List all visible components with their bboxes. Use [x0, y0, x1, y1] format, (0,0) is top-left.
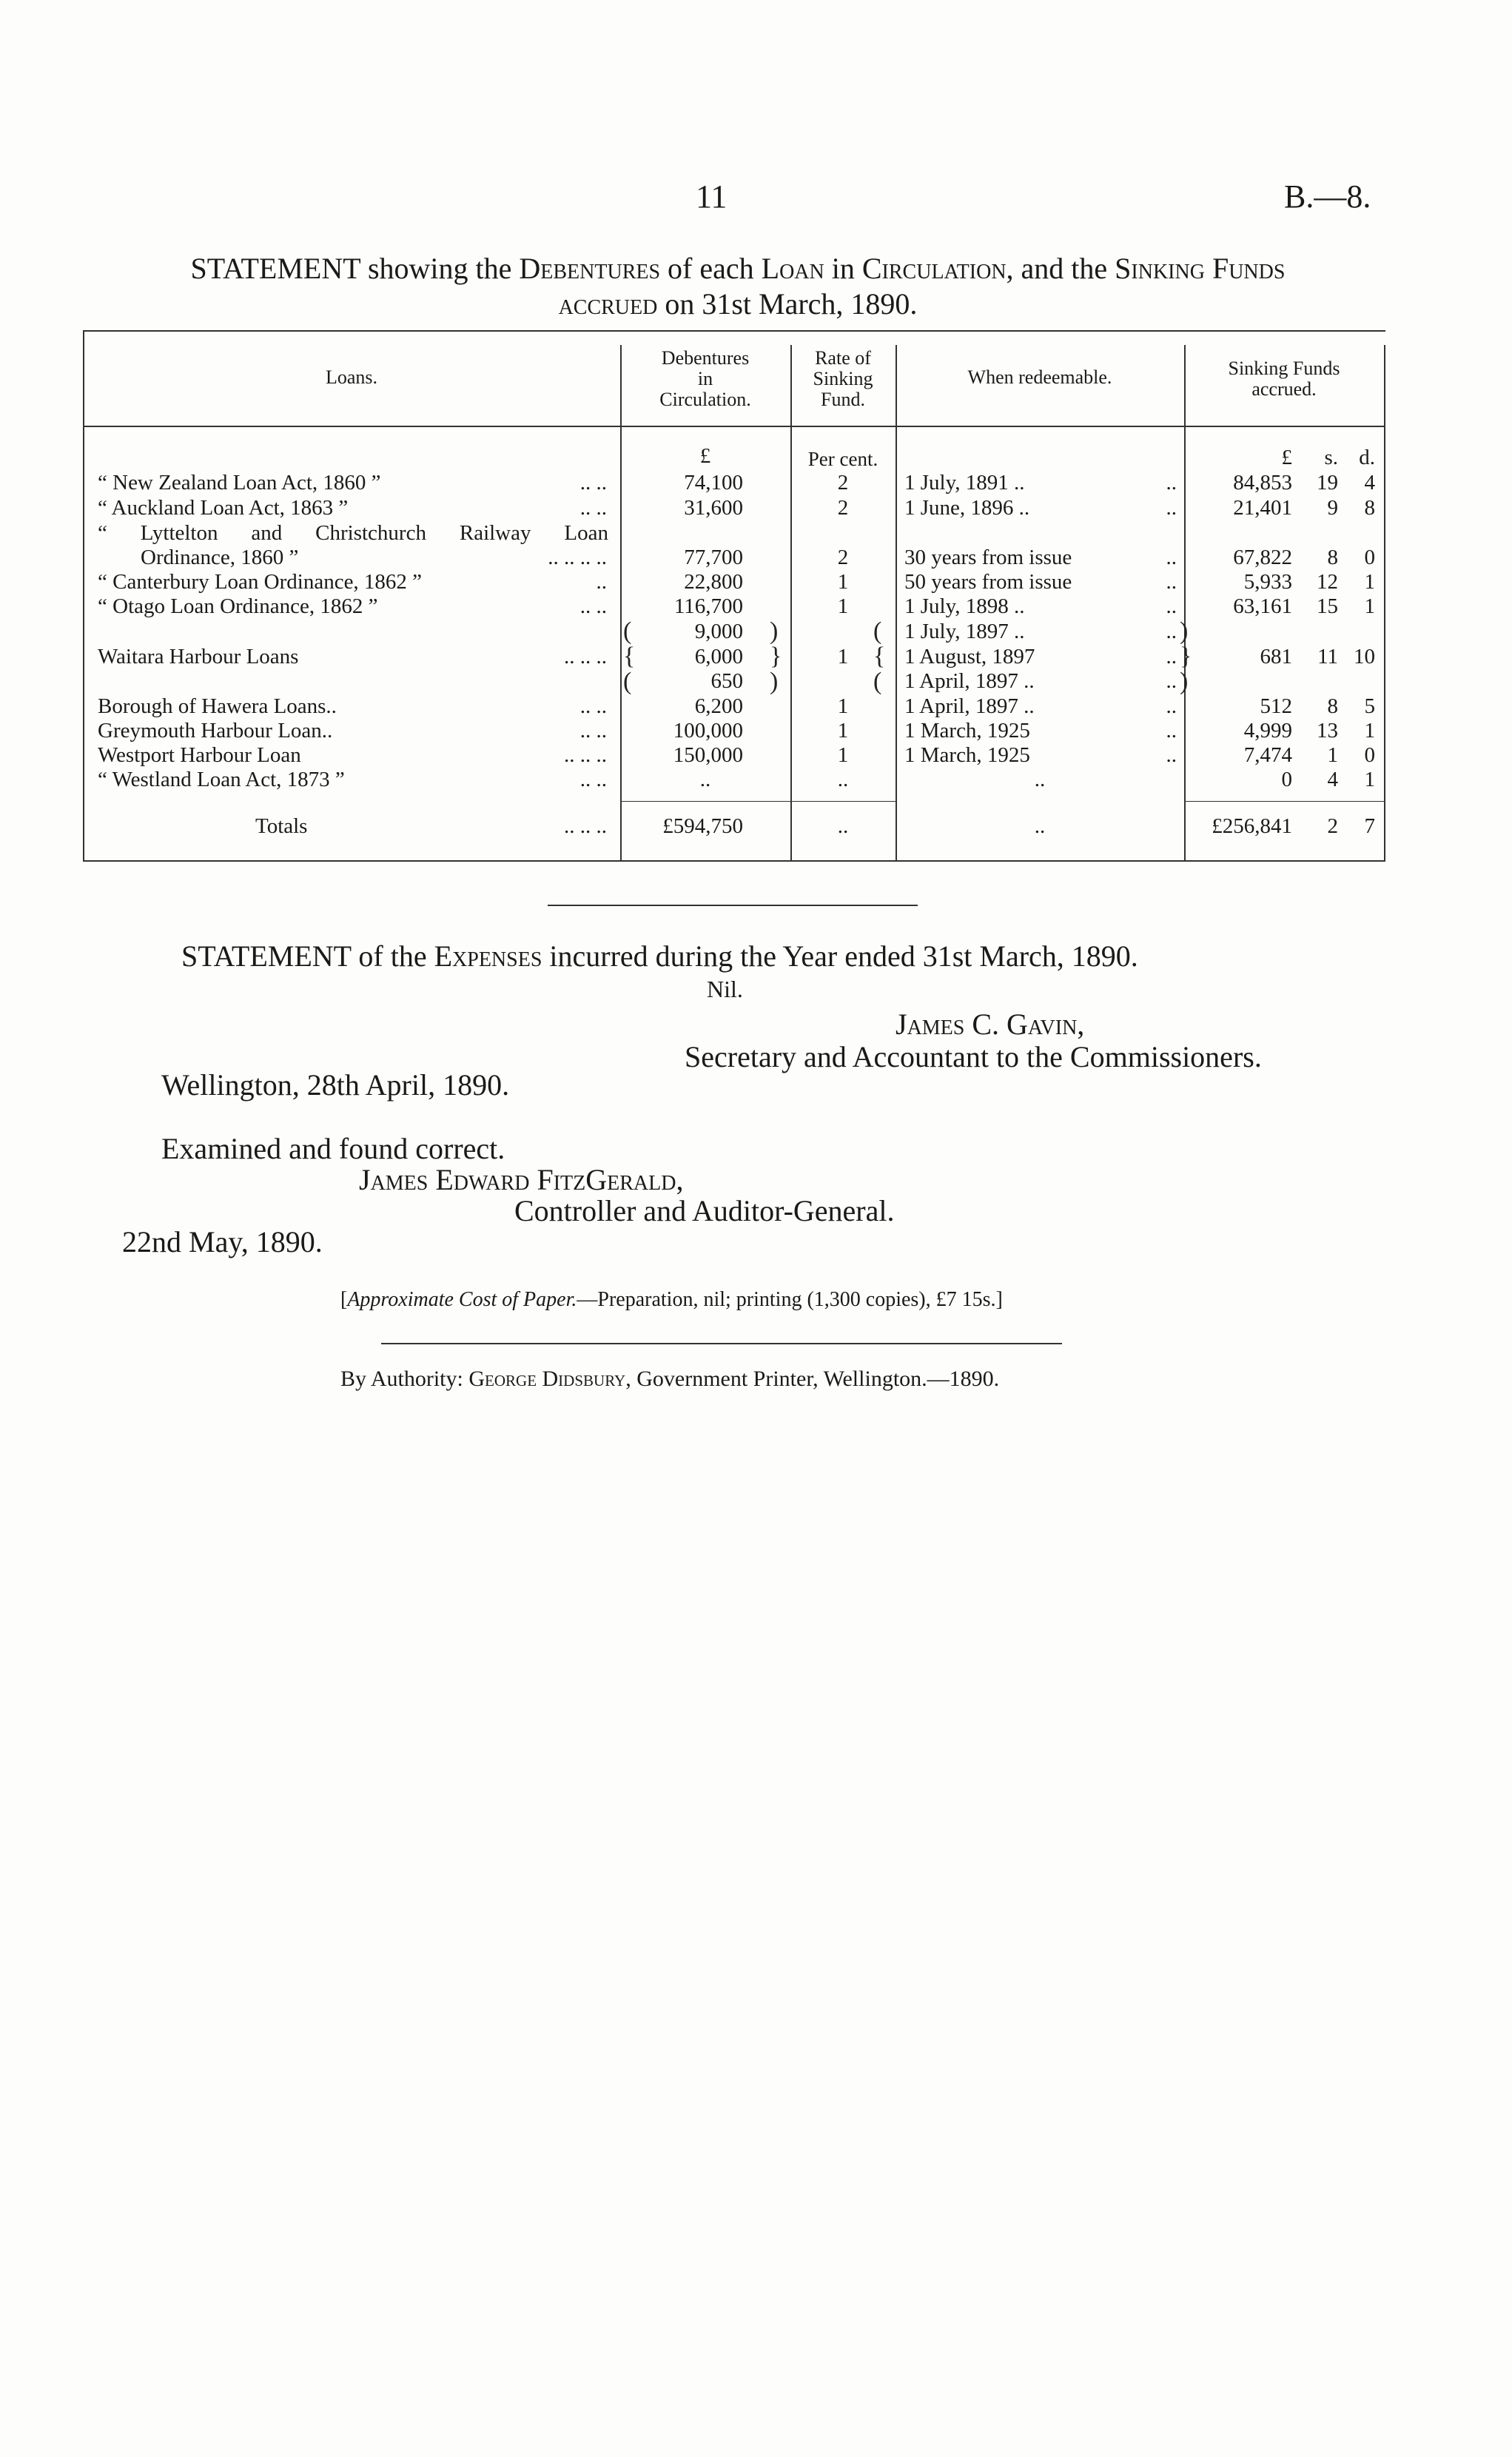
- loan-name: Westport Harbour Loan: [98, 743, 301, 767]
- header-loans: Loans.: [325, 366, 378, 388]
- sinking-pounds: 63,161: [1233, 594, 1292, 618]
- debentures-value: 74,100: [684, 471, 743, 495]
- col-rule-right: [1384, 345, 1385, 860]
- rate-value: 1: [837, 645, 849, 668]
- left-brace-debentures: ( { (: [623, 617, 636, 695]
- sinking-pence: 1: [1364, 719, 1375, 743]
- leader-dots: .. .. .. ..: [548, 546, 607, 569]
- col-rule-4: [1184, 345, 1186, 860]
- leader-dots: ..: [1166, 743, 1177, 767]
- leader-dots: ..: [1166, 546, 1177, 569]
- unit-pounds: £: [1281, 446, 1292, 469]
- loan-name: “ Otago Loan Ordinance, 1862 ”: [98, 594, 378, 618]
- sinking-shillings: 19: [1317, 471, 1338, 495]
- loan-name: “ New Zealand Loan Act, 1860 ”: [98, 471, 381, 495]
- sinking-shillings: 8: [1327, 546, 1338, 569]
- unit-pence: d.: [1359, 446, 1375, 469]
- leader-dots: .. .. ..: [564, 814, 607, 838]
- sinking-pence: 1: [1364, 768, 1375, 791]
- sinking-pounds: 67,822: [1233, 546, 1292, 569]
- when-value: 1 April, 1897 ..: [904, 694, 1035, 718]
- sinking-pounds: 21,401: [1233, 496, 1292, 520]
- col-rule-left: [83, 330, 84, 860]
- document-reference: B.—8.: [1284, 178, 1371, 215]
- page-number: 11: [696, 178, 728, 215]
- when-value: 1 March, 1925: [904, 743, 1030, 767]
- sinking-shillings: 4: [1327, 768, 1338, 791]
- when-value: ..: [1034, 768, 1046, 791]
- totals-label: Totals: [255, 814, 308, 838]
- auditor-title: Controller and Auditor-General.: [514, 1194, 895, 1227]
- sinking-pence: 1: [1364, 594, 1375, 618]
- sinking-pence: 8: [1364, 496, 1375, 520]
- sinking-total-pounds: £256,841: [1212, 814, 1292, 838]
- sinking-shillings: 13: [1317, 719, 1338, 743]
- debentures-value: 6,200: [694, 694, 743, 718]
- rate-total-rule: [790, 801, 896, 802]
- deb-total-rule: [620, 801, 790, 802]
- leader-dots: .. .. ..: [564, 743, 607, 767]
- when-value: 1 April, 1897 ..: [904, 669, 1035, 693]
- statement-title-line1: STATEMENT showing the Debentures of each Loan in Circulation, and the Sinking Funds: [190, 252, 1286, 285]
- rate-value: 1: [837, 719, 849, 743]
- rate-total: ..: [837, 814, 849, 838]
- debentures-value: 31,600: [684, 496, 743, 520]
- leader-dots: ..: [1166, 620, 1177, 643]
- debentures-value: 650: [710, 669, 743, 693]
- leader-dots: .. ..: [579, 594, 607, 618]
- leader-dots: .. .. ..: [564, 645, 607, 668]
- loan-name: “ Westland Loan Act, 1873 ”: [98, 768, 345, 791]
- sinking-shillings: 15: [1317, 594, 1338, 618]
- header-when: When redeemable.: [967, 366, 1112, 388]
- header-sinking: Sinking Funds accrued.: [1228, 358, 1340, 400]
- rate-value: 2: [837, 471, 849, 495]
- loan-name: Greymouth Harbour Loan..: [98, 719, 333, 743]
- leader-dots: ..: [1166, 496, 1177, 520]
- unit-debentures: £: [699, 444, 711, 468]
- header-rate: Rate of Sinking Fund.: [813, 347, 873, 410]
- when-value: 1 August, 1897: [904, 645, 1035, 668]
- unit-shillings: s.: [1324, 446, 1338, 469]
- leader-dots: ..: [1166, 570, 1177, 594]
- expenses-nil: Nil.: [707, 976, 743, 1002]
- sinking-pounds: 681: [1260, 645, 1292, 668]
- sinking-pounds: 84,853: [1233, 471, 1292, 495]
- signer-title: Secretary and Accountant to the Commissioners.: [685, 1040, 1262, 1073]
- statement-title-line2: accrued on 31st March, 1890.: [558, 287, 918, 321]
- place-and-date: Wellington, 28th April, 1890.: [161, 1068, 510, 1102]
- rate-value: 1: [837, 694, 849, 718]
- leader-dots: .. ..: [579, 768, 607, 791]
- sinking-total-pence: 7: [1364, 814, 1375, 838]
- sinking-pounds: 4,999: [1243, 719, 1292, 743]
- debentures-value: 9,000: [694, 620, 743, 643]
- rate-value: 2: [837, 496, 849, 520]
- when-total: ..: [1034, 814, 1046, 838]
- rate-value: 1: [837, 570, 849, 594]
- loan-name: Borough of Hawera Loans..: [98, 694, 337, 718]
- sinking-pence: 0: [1364, 546, 1375, 569]
- loan-name: “ Auckland Loan Act, 1863 ”: [98, 496, 349, 520]
- sinking-pence: 5: [1364, 694, 1375, 718]
- when-value: 30 years from issue: [904, 546, 1072, 569]
- leader-dots: ..: [1166, 694, 1177, 718]
- rate-value: 1: [837, 743, 849, 767]
- rate-value: 2: [837, 546, 849, 569]
- sinking-pence: 1: [1364, 570, 1375, 594]
- rate-value: 1: [837, 594, 849, 618]
- sinking-shillings: 12: [1317, 570, 1338, 594]
- leader-dots: ..: [1166, 594, 1177, 618]
- sinking-pence: 10: [1354, 645, 1375, 668]
- sinking-shillings: 11: [1317, 645, 1338, 668]
- section-divider: [548, 905, 918, 906]
- sinking-shillings: 9: [1327, 496, 1338, 520]
- sinking-total-rule: [1184, 801, 1384, 802]
- right-brace-when: ) } ): [1180, 617, 1192, 695]
- leader-dots: .. ..: [579, 496, 607, 520]
- when-value: 1 July, 1898 ..: [904, 594, 1025, 618]
- loan-name: “ Canterbury Loan Ordinance, 1862 ”: [98, 570, 423, 594]
- debentures-value: 100,000: [673, 719, 743, 743]
- table-header-rule: [83, 426, 1385, 427]
- loan-name-continued: Ordinance, 1860 ”: [141, 546, 299, 569]
- sinking-pounds: 512: [1260, 694, 1292, 718]
- printing-cost-note: [Approximate Cost of Paper.—Preparation, nil; printing (1,300 copies), £7 15s.]: [340, 1288, 1003, 1311]
- sinking-shillings: 1: [1327, 743, 1338, 767]
- sinking-total-shillings: 2: [1327, 814, 1338, 838]
- left-brace-when: ( { (: [873, 617, 886, 695]
- expenses-statement-title: STATEMENT of the Expenses incurred during the Year ended 31st March, 1890.: [181, 939, 1138, 973]
- debentures-value: 150,000: [673, 743, 743, 767]
- header-debentures: Debentures in Circulation.: [659, 347, 751, 410]
- sinking-pence: 4: [1364, 471, 1375, 495]
- table-bottom-rule: [83, 860, 1385, 862]
- leader-dots: ..: [596, 570, 607, 594]
- sinking-shillings: 8: [1327, 694, 1338, 718]
- leader-dots: ..: [1166, 645, 1177, 668]
- debentures-total: £594,750: [662, 814, 743, 838]
- printer-imprint: By Authority: George Didsbury, Government Printer, Wellington.—1890.: [340, 1367, 1000, 1391]
- debentures-value: 116,700: [673, 594, 743, 618]
- when-value: 1 July, 1897 ..: [904, 620, 1025, 643]
- audit-examined: Examined and found correct.: [161, 1132, 505, 1165]
- when-value: 1 March, 1925: [904, 719, 1030, 743]
- rate-value: ..: [837, 768, 849, 791]
- loan-name: “ Lyttelton and Christchurch Railway Loan: [98, 521, 608, 545]
- audit-date: 22nd May, 1890.: [122, 1225, 323, 1258]
- debentures-value: 77,700: [684, 546, 743, 569]
- right-brace-debentures: ) } ): [770, 617, 782, 695]
- signer-name: James C. Gavin,: [896, 1008, 1085, 1041]
- sinking-pence: 0: [1364, 743, 1375, 767]
- footer-rule: [381, 1343, 1062, 1344]
- leader-dots: ..: [1166, 719, 1177, 743]
- leader-dots: .. ..: [579, 719, 607, 743]
- debentures-value: 6,000: [694, 645, 743, 668]
- when-value: 50 years from issue: [904, 570, 1072, 594]
- sinking-pounds: 7,474: [1243, 743, 1292, 767]
- leader-dots: ..: [1166, 471, 1177, 495]
- auditor-name: James Edward FitzGerald,: [359, 1163, 684, 1196]
- leader-dots: .. ..: [579, 471, 607, 495]
- debentures-value: ..: [699, 768, 711, 791]
- loan-name: Waitara Harbour Loans: [98, 645, 299, 668]
- when-value: 1 July, 1891 ..: [904, 471, 1025, 495]
- leader-dots: .. ..: [579, 694, 607, 718]
- unit-rate: Per cent.: [807, 448, 878, 470]
- table-top-rule: [83, 330, 1385, 332]
- sinking-pounds: 0: [1281, 768, 1292, 791]
- debentures-value: 22,800: [684, 570, 743, 594]
- when-value: 1 June, 1896 ..: [904, 496, 1030, 520]
- leader-dots: ..: [1166, 669, 1177, 693]
- sinking-pounds: 5,933: [1243, 570, 1292, 594]
